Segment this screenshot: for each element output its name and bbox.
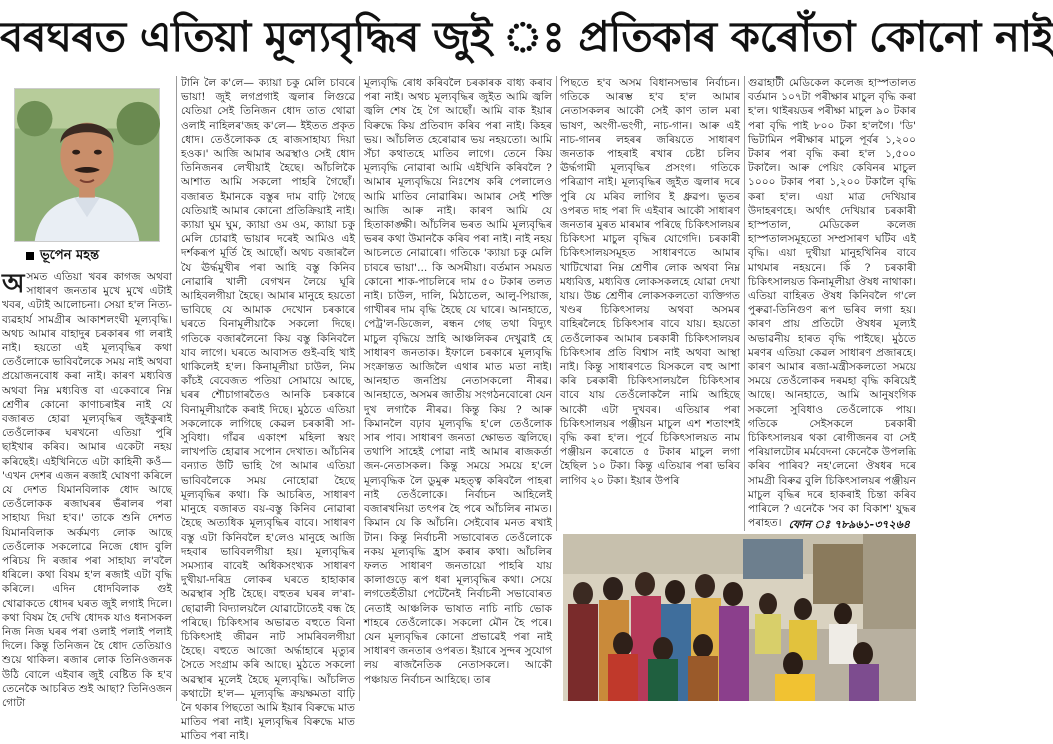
crowd-at-hospital-counter-image: [563, 534, 916, 701]
article-column-3: [364, 76, 552, 701]
column-5-text: গুৱাহাটী মেডিকেল কলেজ হাস্পতালত বৰ্তমান ১০৭টা পৰীক্ষাৰ মাচুল বৃদ্ধি কৰা হ'ল। থাইৰয়ডৰ পৰীক্ষা মাচুল ৯০ টকাৰ পৰা বৃদ্ধি পাই ৮০০ টকা হ'লগৈ। 'ডি' ভিটামিন পৰীক্ষাৰ মাচুল পূৰ্বৰ ১,২০০ টকাৰ পৰা বৃদ্ধি কৰা হ'ল ১,৫০০ টকালৈ। আৰু পেয়িং কেবিনৰ মাচুল ১০০০ টকাৰ পৰা ১,২০০ টকালৈ বৃদ্ধি কৰা হ'ল। এয়া মাত্ৰ দেখিয়াৰ উদাহৰণহে। অৰ্থাৎ দেখিয়াৰ চৰকাৰী হাস্পতাল, মেডিকেল কলেজ হাস্পতালসমূহতো সম্প্ৰসাৰণ ঘটিব এই বৃদ্ধি। এয়া দুখীয়া মানুহখিনিৰ বাবে মাথমাৰ নহয়নে। কিঁ ? চৰকাৰী চিকিৎসালয়ত কিনামূলীয়া ঔষধ নাথাকা। এতিয়া বাহিৰত ঔষধ কিনিবলৈ গ'লে পুৰুৱা-তিনিগুণ ৰূপ ভৰিব লগা হয়। কাৰণ প্ৰায় প্ৰতিটো ঔষধৰ মূল্যই অভাৱনীয় হাৰত বৃদ্ধি পাইছে। মুঠতে মৰণৰ এতিয়া কেৱল সাধাৰণ প্ৰজাৰহে। কাৰণ আমাৰ ৰজা-মন্ত্ৰীসকলতো সময়ে সময়ে তেওঁলোকৰ দৰমহা বৃদ্ধি কৰিয়েই আছে। আনহাতে, আমি আনুষংগিক সকলো সুবিধাও তেওঁলোকে পায়। গতিকে সেইসকলে চৰকাৰী চিকিৎসালয়ৰ থকা ৰোগীজনৰ বা সেই পৰিয়ালটোৰ মৰ্মবেদনা কেনেকৈ উপলব্ধি কৰিব পাৰিব? নহ'লেনো ঔষধৰ দৰে সামগ্ৰী বিৰুৱ বুলি চিকিৎসালয়ৰ পঞ্জীয়ন মাচুল বৃদ্ধিৰ দৰে হাকৰাই চিন্তা কৰিব পাৰিলে ? এনেকৈ 'সব কা বিকাশ' যুদ্ধৰ পৰাহত।: [748, 77, 916, 530]
article-column-1: [2, 269, 172, 710]
author-photo: [14, 88, 160, 242]
column-3-text: মূল্যবৃদ্ধি ৰোধ কৰিবলৈ চৰকাৰক বাধ্য কৰাব পৰা নাই। অথচ মূল্যবৃদ্ধিৰ জুইত আমি জ্বলি জ্বলি শেষ হৈ গৈ আছোঁ। আমি বাক ইয়াৰ বিৰুদ্ধে কিয় প্ৰতিবাদ কৰিব পৰা নাই। কিহৰ ভয়। আঁচলিত হেৰোৱাৰ ভয় নহয়তো। আমি সঁচা কথাতহে মাতিব লাগে। তেনে কিয় মূল্যবৃদ্ধি নোৱাৰা আমি এইখিনি কৰিবলৈ ? আমাৰ মূল্যবৃদ্ধিয়ে নিঃশেষ কৰি পেলালেও আমি মাতিব নোৱাৰিম। আমাৰ সেই শক্তি আজি আৰু নাই। কাৰণ আমি যে হিতাকাঙ্ক্ষী। আঁচলিৰ ভৰত আমি মূল্যবৃদ্ধিৰ ভৰৰ কথা উমানকৈ কৰিব পৰা নাই। নাই নহয় আচলতে নোৱাৰো। গতিকে 'ক্যায়া চকু মেলি চাবৰে ভায়া'... কি অসমীয়া। বৰ্তমান সময়ত কোনো শাক-পাচলিৰে দাম ৫০ টকাৰ তলত নাই। চাউল, দালি, মিঠাতেল, আলু-পিয়াজ, গাখীৰৰ দাম বৃদ্ধি হৈছে যে ঘাৰে। আনহাতে, পেট্ৰ'ল-ডিজেল, ৰন্ধন গেছ তথা বিদ্যুৎ মাচুল বৃদ্ধিয়ে স্ৰাহি আঞ্চলিকৰ দেখুৱাই হে সাধাৰণ জনতাক। ইফালে চৰকাৰে মূল্যবৃদ্ধি সংক্ৰান্তত আজিলৈ এথাৰ মাত মতা নাই। আনহাত জনপ্ৰিয় নেতাসকলো নীৰৱ। আনহাতে, অসমৰ জাতীয় সংগঠনবোৰো যেন দুখ লগাকৈ নীৰৱ। কিন্তু কিয় ? আৰু কিমানলৈ বঢ়াব মূল্যবৃদ্ধি হ'লে তেওঁলোক সাৰ পাব। সাধাৰণ জনতা ক্ষোভত জ্বলিছে। তথাপি সাহেই পোৱা নাই আমাৰ ৰাজকৰ্তা জন-নেতাসকল। কিন্তু সময়ে সময়ে হ'লে মূল্যবৃদ্ধিক লৈ ডুমুৰু মহত্ত্ব কৰিবলৈ পাহৰা নাই তেওঁলোকে। নিৰ্বাচন আহিলেই বজাৰখনিয়া তৎপৰ হৈ পৰে আঁচলিৰ নামত। কিমান যে কি আঁচনি। সেইবোৰ মনত ৰখাই টান। কিন্তু নিৰ্বাচনী সভাবোৰত তেওঁলোকে নকয় মূল্যবৃদ্ধি হ্ৰাস কৰাৰ কথা। আঁচলিৰ ফলত সাধাৰণ জনতায়ো পাহৰি যায় কালাগুড়ে ৰূপ ধৰা মূল্যবৃদ্ধিৰ কথা। সেয়ে লগতেহঁতীয়া পেটেনৈই নিৰ্বাচনী সভাবোৰত নেতাই আঞ্চলিক ভাষাত নাচি নাচি ভোক শাহৰে তেওঁলোকে। সকলো মৌন হৈ পৰে। যেন মূল্যবৃদ্ধিৰ কোনো প্ৰভাৱেই পৰা নাই সাধাৰণ জনতাৰ ওপৰত। ইয়াৰে সুন্দৰ সুযোগ লয় ৰাজনৈতিক নেতাসকলে। আকৌ পঞ্চায়ত নিৰ্বাচন আহিছে। তাৰ: [364, 77, 552, 686]
author-name: ভূপেন মহন্ত: [40, 248, 100, 263]
column-divider: [176, 76, 177, 701]
news-photo: [563, 534, 916, 701]
column-divider: [556, 76, 557, 531]
column-4-text: পিছতে হ'ব অসম বিধানসভাৰ নিৰ্বাচন। গতিকে আৰম্ভ হ'ব হ'ল আমাৰ নেতাসকলৰ আকৌ সেই কাণ তাল মৰা ভাষণ, অংগী-ভংগী, নাচ-গান। আৰু এই নাচ-গানৰ লহৰৰ জৰিয়তে সাধাৰণ জনতাক পাহৰাই ৰখাৰ চেষ্টা চলিব ঊৰ্দ্ধগামী মূল্যবৃদ্ধিৰ প্ৰসংগ। গতিকে পৰিত্ৰাণ নাই। মূল্যবৃদ্ধিৰ জুইত জ্বলাৰ দৰে পুৰি যে মৰিব লাগিব ই ধ্ৰুৱপ। ভুতৰ ওপৰত দাহ পৰা দি এইবাৰ আকৌ সাধাৰণ জনতাৰ মুৰত মাৰমাৰ পৰিছে চিকিৎসালয়ৰ চিকিৎসা মাচুল বৃদ্ধিৰ যোগেদি। চৰকাৰী চিকিৎসালয়সমূহত সাধাৰণতে আমাৰ খাটিখোৱা নিম্ন শ্ৰেণীৰ লোক অথবা নিম্ন মধ্যবিত্ত, মধ্যবিত্ত লোকসকলহে যোৱা দেখা যায়। উচ্চ শ্ৰেণীৰ লোকসকলতো ব্যক্তিগত খণ্ডৰ চিকিৎসালয় অথবা অসমৰ বাহিৰলৈহে চিকিৎসাৰ বাবে যায়। হয়তো তেওঁলোকৰ আমাৰ চৰকাৰী চিকিৎসালয়ৰ চিকিৎসাৰ প্ৰতি বিশ্বাস নাই অথবা আস্থা নাই। কিন্তু সাধাৰণতে যিসকলে বহু আশা কৰি চৰকাৰী চিকিৎসালয়লৈ চিকিৎসাৰ বাবে যায় তেওঁলোকলৈ নামি আহিছে আকৌ এটা দুখবৰ। এতিয়াৰ পৰা চিকিৎসালয়ৰ পঞ্জীয়ন মাচুল এশ শতাংশই বৃদ্ধি কৰা হ'ল। পূৰ্বে চিকিৎসালয়ত নাম পঞ্জীয়ন কৰোতে ৫ টকাৰ মাচুল লগা হৈছিল ১০ টকা। কিন্তু এতিয়াৰ পৰা ভৰিব লাগিব ২০ টকা। ইয়াৰ উপৰি: [560, 77, 740, 487]
drop-cap: অ: [2, 269, 25, 299]
headline: বৰঘৰত এতিয়া মূল্যবৃদ্ধিৰ জুই ঃ প্ৰতিকাৰ কৰোঁতা কোনো নাই: [0, 12, 1053, 61]
article-column-5: [748, 76, 916, 531]
column-1-text: সমত এতিয়া খবৰ কাগজ অথবা সাধাৰণ জনতাৰ মুখে মুখে এটাই খবৰ, এটাই আলোচনা। সেয়া হ'ল নিত্য-ব্যৱহাৰ্য সামগ্ৰীৰ আকাশলংঘী মূল্যবৃদ্ধি। অথচ আমাৰ বাহাদুৰ চৰকাৰৰ গা লৰাই নাই। হয়তো এই মূল্যবৃদ্ধিৰ কথা তেওঁলোকে ভাবিবলৈকে সময় নাই অথবা প্ৰয়োজনবোধ কৰা নাই। কাৰণ মধ্যবিত্ত অথবা নিম্ন মধ্যবিত্ত বা একেবাৰে নিম্ন শ্ৰেণীৰ কোনো কাণাচৰাইৰ নাই যে বজাৰত হোৱা মূল্যবৃদ্ধিৰ জুইকুৰাই তেওঁলোকৰ ঘৰখনো এতিয়া পুৰি ছাইখাৰ কৰিব। আমাৰ একেটা নহয় কৰিছেই। এইখিনিতে এটা কাহিনী কওঁ— 'এখন দেশৰ এজন ৰজাই ঘোষণা কৰিলে যে দেশত যিমানবিলাক ধোদ আছে তেওঁলোকক ৰজাঘৰৰ ভঁৰালৰ পৰা সাহায্য দিয়া হ'ব।' তাকে শুনি দেশত যিমানবিলাক অৰ্কমণ্য লোক আছে তেওঁলোক সকলোৱে নিজে ধোদ বুলি পৰিচয় দি ৰজাৰ পৰা সাহায্য ল'বলৈ ধৰিলে। কথা বিষম হ'ল ৰজাই এটা বৃদ্ধি কৰিলে। এদিন ধোদবিলাক গুই খোৱাকতে ধোদৰ ঘৰত জুই লগাই দিলে। কথা বিষম হৈ দেখি ধোদক যাও ধনাসকল নিজ নিজ ঘৰৰ পৰা ওলাই পলাই পলাই দিলে। কিন্তু তিনিজন হৈ ধোদ তেতিয়াও শুয়ে থাকিল। ৰজাৰ লোক তিনিওজনক উঠি বোলে এইবাৰ জুই বেষ্টিত কি হ'ব তেনেকৈ আচৰিত শুই আছা? তিনিওজন গোটা: [2, 271, 172, 710]
article-column-4: [560, 76, 740, 531]
article-column-2: [181, 76, 355, 743]
column-2-text: টানি লৈ ক'লে— ক্যায়া চকু মেলি চাবৰে ভায়া! জুই লগপ্ৰগাই জ্বলাৰ লিগুৱে যেতিয়া সেই তিনিজন ধোদ তাত থোৱা ওলাই নাহিলৰ'জহ ক'লে— ইইতত প্ৰকৃত ধোদ। তেওঁলোকক হে ৰাজসাহায্য দিয়া হওক।' আজি আমাৰ অৱস্থাও সেই ধোদ তিনিজনৰ লেখীয়াই হৈছে। আঁচলিকৈ আশাত আমি সকলো পাহৰি গৈছোঁ। বজাৰত ইমানকে বস্তুৰ দাম বাঢ়ি গৈছে যেতিয়াই আমাৰ কোনো প্ৰতিক্ৰিয়াই নাই। ক্যায়া ঘুম ঘুম, ক্যায়া ওম ওম, ক্যায়া চকু মেলি চোৱাই ভায়াৰ দৰেই আমিও এই দৰ্শকৰূপ মূৰ্তি হৈ আছোঁ। অথচ বজাৰলৈ যৈ ঊৰ্দ্ধমুখীৰ পৰা আহি বস্তু কিনিব নোৱাৰি খালী বেগখন লৈয়ে ঘূৰি আহিবলগীয়া হৈছে। আমাৰ মানুহে হয়তো ভাবিছে যে আমাক দেখোন চৰকাৰে ঘৰতে বিনামূলীয়াকৈ সকলো দিছে। গতিকে বজাৰলৈনো কিয় বস্তু কিনিবলৈ যাব লাগে। ঘৰতে আবাসত গুই-বহি খাই থাকিলেই হ'ল। কিনামূলীয়া চাউল, নিম কাঁচই বেবেজত পতিয়া সোমায়ে আছে, ঘৰৰ শৌচাগাৰতৈও আনকি চৰকাৰে বিনামূলীয়াকৈ কৰাই দিছে। মুঠতে এতিয়া সকলোকে লাগিছে কেৱল চৰকাৰী সা-সুবিধা। গাঁৱৰ একাংশ মহিলা স্বয়ং লাখপতি হোৱাৰ সপোন দেখাত। আঁচনিৰ বন্যাত উটি ভাহি গৈ আমাৰ এতিয়া ভাবিবলৈকে সময় নোহোৱা হৈছে মূল্যবৃদ্ধিৰ কথা। কি আচৰিত, সাধাৰণ মানুহে বজাৰত বয়-বস্তু কিনিব নোৱাৰা হৈছে অত্যধিক মূল্যবৃদ্ধিৰ বাবে। সাধাৰণ বস্তু এটা কিনিবলৈ হ'লেও মানুহে আজি দহবাৰ ভাবিবলগীয়া হয়। মূল্যবৃদ্ধিৰ সমস্যাৰ বাবেই অধিকসংখ্যক সাধাৰণ দুখীয়া-দৰিদ্ৰ লোকৰ ঘৰতে হাহাকাৰ অৱস্থাৰ সৃষ্টি হৈছে। বহুতৰ ঘৰৰ ল'ৰা-ছোৱালী বিদ্যালয়লৈ যোৱাটোতেই বন্ধ হৈ পৰিছে। চিকিৎসাৰ অভাৱত বহুতে বিনা চিকিৎসাই জীৱন নাট সামৰিবলগীয়া হৈছে। বহুতে আজো অৰ্দ্ধাহাৰে মৃত্যুৰ সৈতে সংগ্ৰাম কৰি আছে। মুঠতে সকলো অৱস্থাৰ মূলেই হৈছে মূল্যবৃদ্ধি। আঁচলিত কথাটো হ'ল— মূল্যবৃদ্ধি ক্ৰয়ক্ষমতা বাঢ়ি নৈ থকাৰ পিছতো আমি ইয়াৰ বিৰুদ্ধে মাত মাতিব পৰা নাই। মূল্যবৃদ্ধিৰ বিৰুদ্ধে মাত মাতিব পৰা নাই।: [181, 77, 355, 743]
column-divider: [744, 76, 745, 531]
byline-square-icon: [26, 252, 34, 260]
column-divider: [359, 76, 360, 701]
author-phone: ফোন ঃ ৭৮৯৬১-৩৭২৬৪: [788, 518, 910, 531]
author-portrait-image: [15, 89, 159, 241]
byline: [26, 246, 166, 266]
